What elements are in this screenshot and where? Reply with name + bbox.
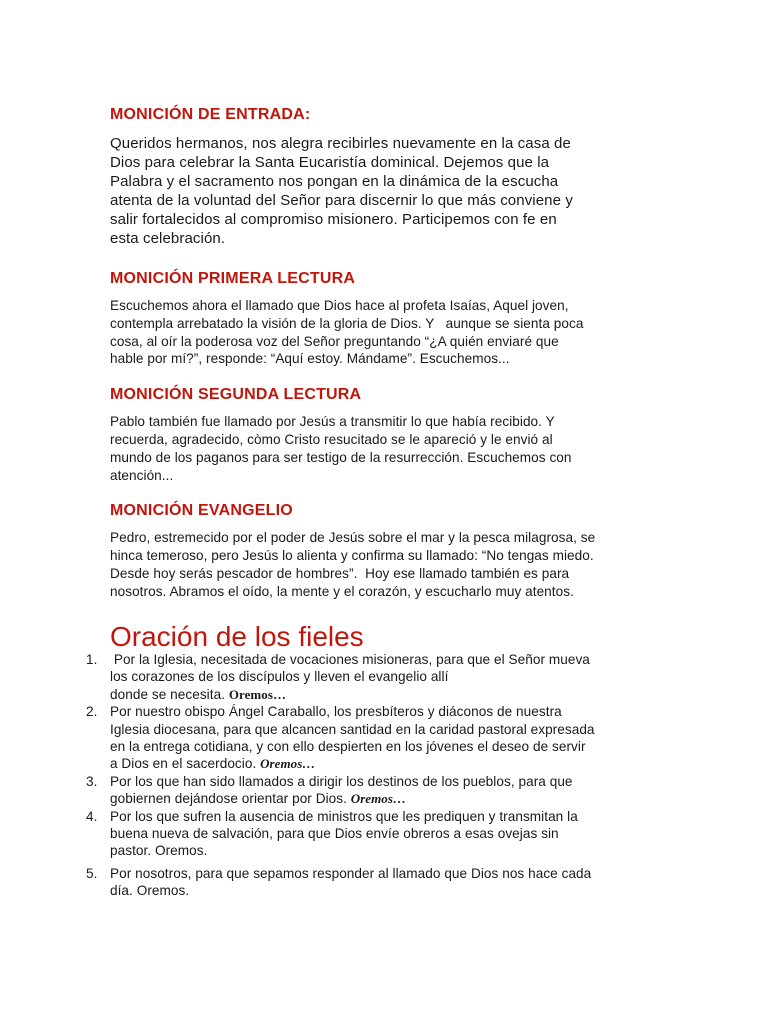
oremos-response: Oremos…	[350, 791, 406, 807]
paragraph-line: salir fortalecidos al compromiso misionero. Participemos con fe en	[110, 211, 557, 228]
section-paragraph	[110, 413, 650, 484]
section-paragraph	[110, 297, 650, 368]
oremos-response: Oremos…	[260, 756, 316, 772]
paragraph-line: Pablo también fue llamado por Jesús a transmitir lo que había recibido. Y	[110, 414, 555, 430]
paragraph-line: Escuchemos ahora el llamado que Dios hace al profeta Isaías, Aquel joven,	[110, 298, 569, 313]
prayer-line: Por nuestro obispo Ángel Caraballo, los presbíteros y diáconos de nuestra	[110, 704, 562, 720]
paragraph-line: Queridos hermanos, nos alegra recibirles nuevamente en la casa de	[110, 135, 571, 152]
prayer-line: Por nosotros, para que sepamos responder al llamado que Dios nos hace cada	[110, 865, 592, 881]
prayer-item	[86, 651, 666, 703]
prayer-item	[86, 865, 666, 900]
paragraph-line: Pedro, estremecido por el poder de Jesús sobre el mar y la pesca milagrosa, se	[110, 530, 596, 546]
prayer-line: buena nueva de salvación, para que Dios envíe obreros a esas ovejas sin	[110, 826, 559, 842]
prayers-list	[86, 651, 666, 900]
paragraph-line: Palabra y el sacramento nos pongan en la dinámica de la escucha	[110, 173, 559, 190]
oremos-response: Oremos…	[228, 686, 287, 702]
section-monicion-primera-lectura	[110, 268, 650, 368]
paragraph-line: mundo de los paganos para ser testigo de la resurrección. Escuchemos con	[110, 449, 572, 465]
section-paragraph	[110, 529, 650, 600]
prayers-title: Oración de los fieles	[110, 620, 364, 652]
prayer-number: 3.	[86, 773, 98, 789]
prayer-item	[86, 773, 666, 808]
prayer-line: a Dios en el sacerdocio.	[110, 756, 261, 772]
prayer-line: donde se necesita.	[110, 686, 229, 702]
document-content	[110, 104, 650, 655]
section-paragraph	[110, 134, 650, 248]
section-heading: MONICIÓN PRIMERA LECTURA	[110, 270, 356, 287]
section-monicion-entrada	[110, 104, 650, 248]
paragraph-line: atenta de la voluntad del Señor para discernir lo que más conviene y	[110, 192, 573, 209]
paragraph-line: recuerda, agradecido, còmo Cristo resucitado se le apareció y le envió al	[110, 431, 553, 447]
prayer-line: día. Oremos.	[110, 883, 190, 899]
paragraph-line: nosotros. Abramos el oído, la mente y el corazón, y escucharlo muy atentos.	[110, 583, 574, 599]
prayer-line: Por la Iglesia, necesitada de vocaciones misioneras, para que el Señor mueva	[110, 652, 590, 667]
paragraph-line: Desde hoy serás pescador de hombres”. Hoy ese llamado también es para	[110, 565, 570, 581]
prayer-line: los corazones de los discípulos y lleven el evangelio allí	[110, 669, 449, 685]
prayer-line: pastor. Oremos.	[110, 843, 208, 859]
paragraph-line: esta celebración.	[110, 230, 226, 247]
prayer-number: 2.	[86, 704, 98, 720]
prayer-number: 4.	[86, 808, 98, 824]
prayer-number: 5.	[86, 865, 98, 881]
paragraph-line: hinca temeroso, pero Jesús lo alienta y confirma su llamado: “No tengas miedo.	[110, 548, 594, 564]
section-monicion-evangelio	[110, 500, 650, 600]
prayer-line: Por los que han sido llamados a dirigir los destinos de los pueblos, para que	[110, 773, 573, 789]
prayer-line: Iglesia diocesana, para que alcancen santidad en la caridad pastoral expresada	[110, 721, 595, 737]
paragraph-line: Dios para celebrar la Santa Eucaristía dominical. Dejemos que la	[110, 154, 550, 171]
paragraph-line: atención...	[110, 467, 174, 483]
prayer-item	[86, 703, 666, 773]
prayer-item	[86, 808, 666, 860]
section-heading: MONICIÓN SEGUNDA LECTURA	[110, 386, 362, 404]
prayer-line: Por los que sufren la ausencia de ministros que les prediquen y transmitan la	[110, 808, 578, 824]
prayer-line: en la entrega cotidiana, y con ello despierten en los jóvenes el deseo de servir	[110, 739, 586, 755]
section-heading: MONICIÓN EVANGELIO	[110, 502, 293, 520]
section-heading: MONICIÓN DE ENTRADA:	[110, 106, 311, 123]
paragraph-line: contempla arrebatado la visión de la gloria de Dios. Y aunque se sienta poca	[110, 315, 584, 331]
section-monicion-segunda-lectura	[110, 384, 650, 484]
prayer-number: 1.	[86, 652, 98, 667]
paragraph-line: hable por mí?”, responde: “Aquí estoy. Mándame”. Escuchemos...	[110, 351, 510, 367]
paragraph-line: cosa, al oír la poderosa voz del Señor preguntando “¿A quién enviaré que	[110, 333, 559, 349]
prayer-line: gobiernen dejándose orientar por Dios.	[110, 791, 351, 807]
